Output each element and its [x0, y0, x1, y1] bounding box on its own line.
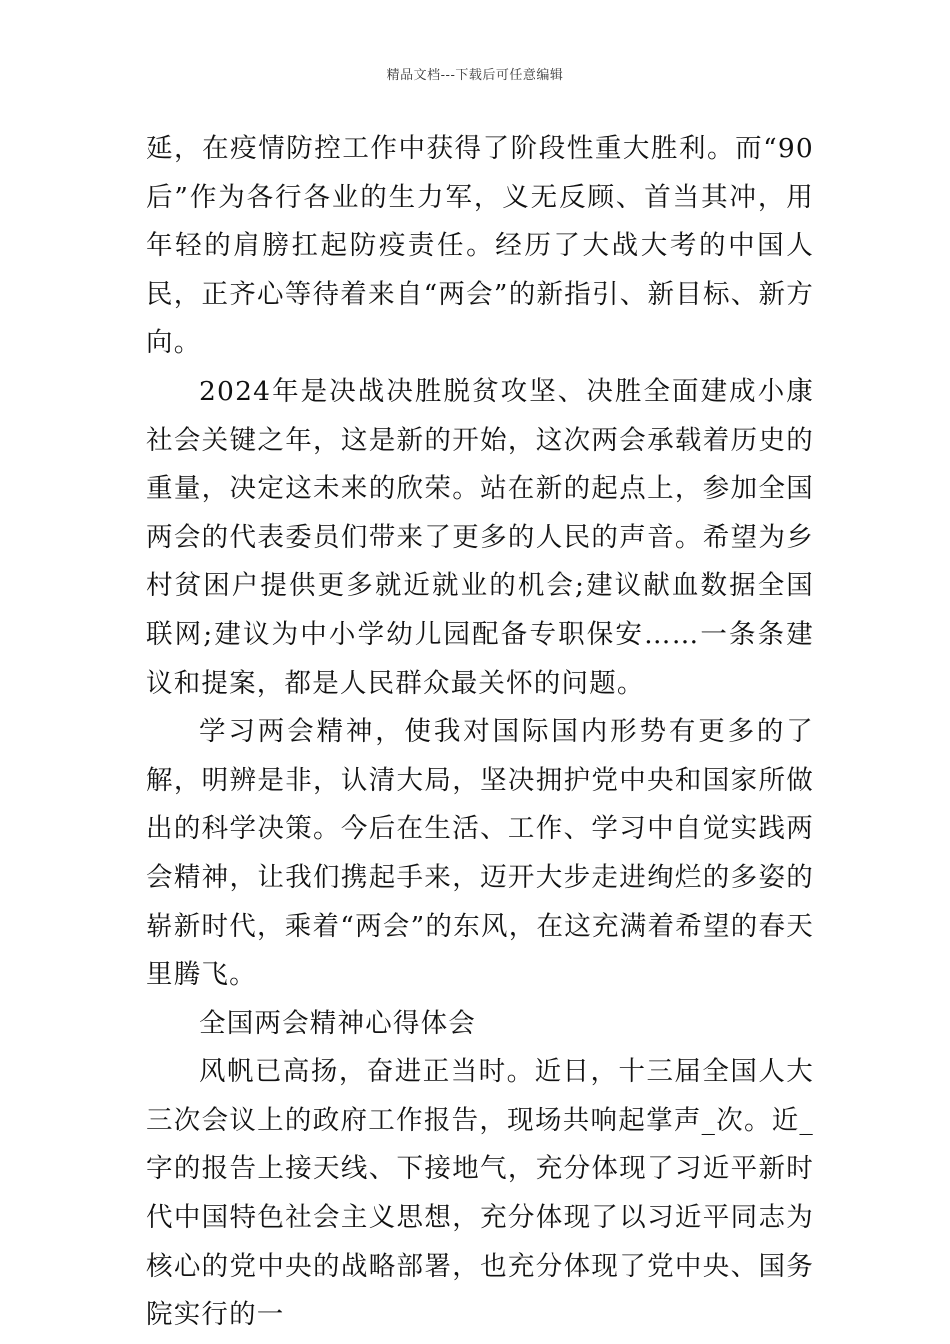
- section-title: 全国两会精神心得体会: [199, 1007, 476, 1039]
- paragraph-study: 学习两会精神，使我对国际国内形势有更多的了解，明辨是非，认清大局，坚决拥护党中央和国家所做出的科学决策。今后在生活、工作、学习中自觉实践两会精神，让我们携起手来，迈开大步走进绚烂的多姿的崭新时代，乘着“两会”的东风，在这充满着希望的春天里腾飞。: [146, 716, 814, 991]
- paragraph-2024: 2024年是决战决胜脱贫攻坚、决胜全面建成小康社会关键之年，这是新的开始，这次两会承载着历史的重量，决定这未来的欣荣。站在新的起点上，参加全国两会的代表委员们带来了更多的人民的声音。希望为乡村贫困户提供更多就近就业的机会;建议献血数据全国联网;建议为中小学幼儿园配备专职保安……一条条建议和提案，都是人民群众最关怀的问题。: [146, 375, 814, 699]
- document-body: [146, 125, 814, 1340]
- document-header: 精品文档---下载后可任意编辑: [386, 68, 564, 83]
- paragraph-report: 风帆已高扬，奋进正当时。近日，十三届全国人大三次会议上的政府工作报告，现场共响起掌声_次。近_字的报告上接天线、下接地气，充分体现了习近平新时代中国特色社会主义思想，充分体现了以习近平同志为核心的党中央的战略部署，也充分体现了党中央、国务院实行的一: [146, 1056, 814, 1331]
- paragraph-continuation: 延，在疫情防控工作中获得了阶段性重大胜利。而“90后”作为各行各业的生力军，义无反顾、首当其冲，用年轻的肩膀扛起防疫责任。经历了大战大考的中国人民，正齐心等待着来自“两会”的新指引、新目标、新方向。: [146, 133, 814, 359]
